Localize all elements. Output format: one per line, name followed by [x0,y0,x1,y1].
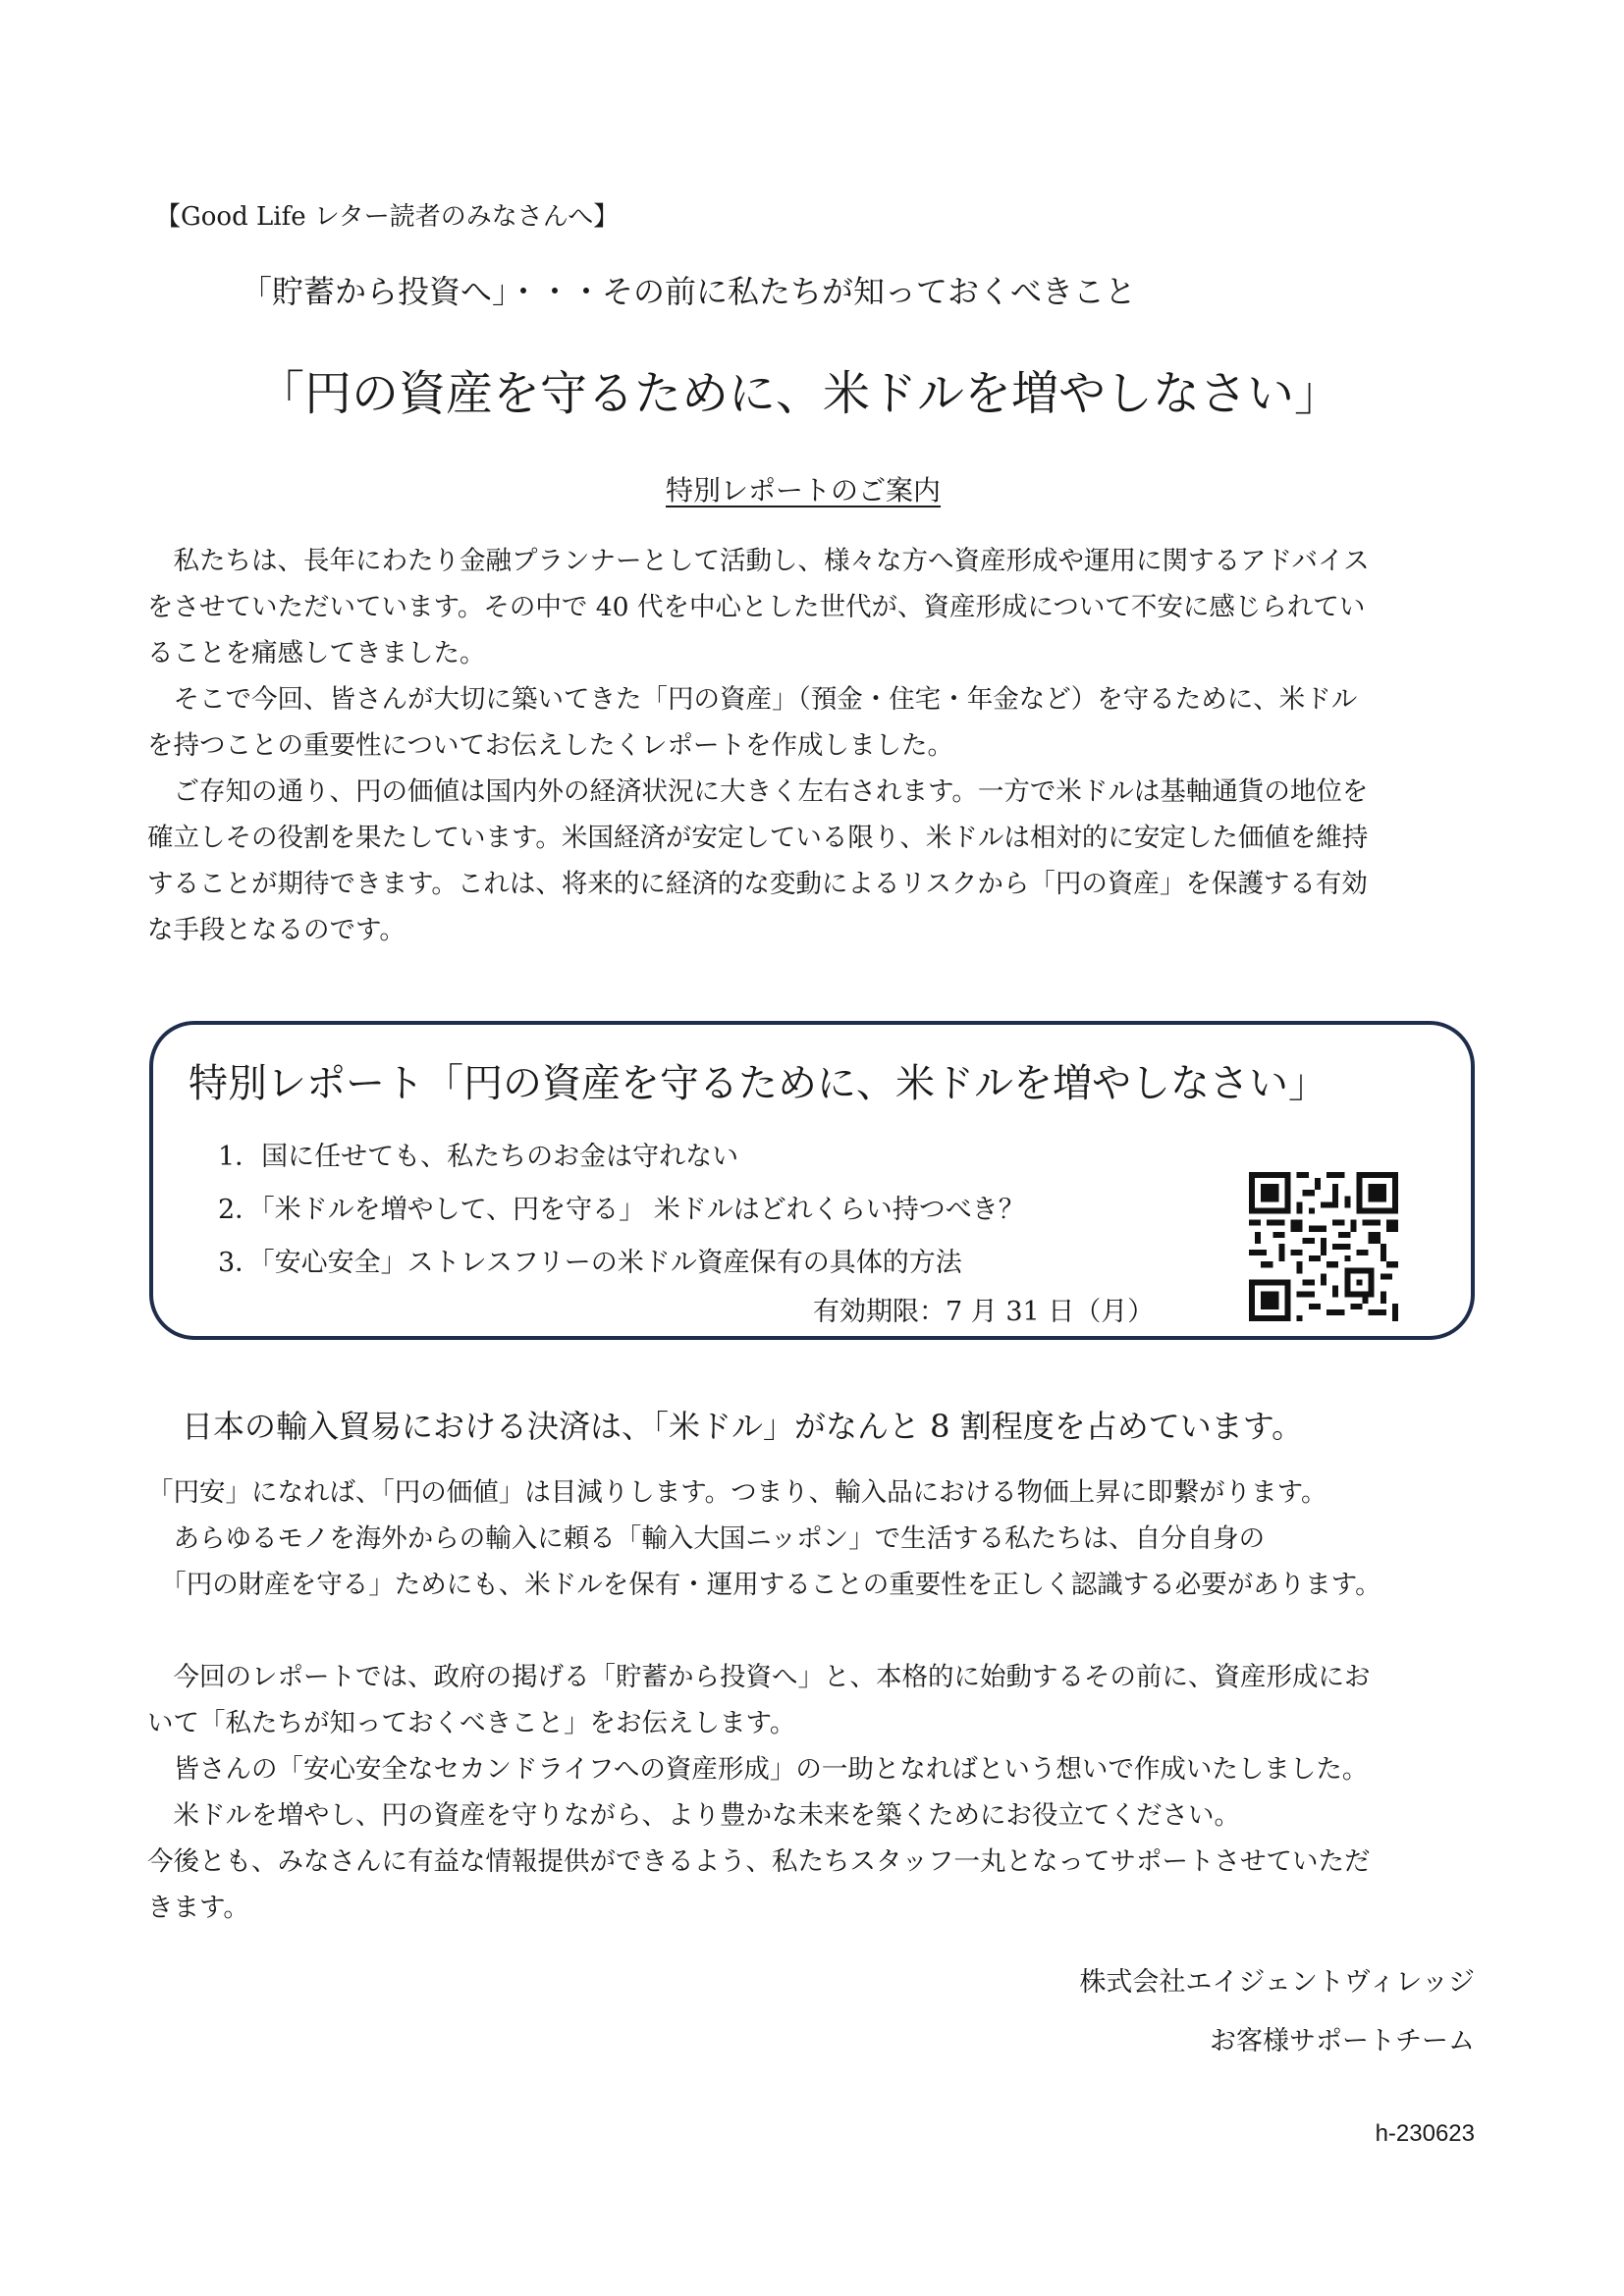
paragraph-spacer [147,1608,1483,1654]
closing-line: 今回のレポートでは、政府の掲げる「貯蓄から投資へ」と、本格的に始動するその前に、資産形成にお [147,1662,1371,1692]
intro-line: することが期待できます。これは、将来的に経済的な変動によるリスクから「円の資産」を保護する有効 [147,869,1368,899]
trade-line: 「円安」になれば、「円の価値」は目減りします。つまり、輸入品における物価上昇に即繋がります。 [147,1477,1327,1508]
report-item: 1．国に任せても、私たちのお金は守れない [218,1142,739,1172]
body-paragraphs [147,1469,1483,1931]
deadline-text: 有効期限：7 月 31 日（月） [813,1297,1155,1327]
intro-line: を持つことの重要性についてお伝えしたくレポートを作成しました。 [147,730,953,761]
closing-line: いて「私たちが知っておくべきこと」をお伝えします。 [147,1708,796,1738]
intro-line: な手段となるのです。 [147,915,406,945]
trade-heading: 日本の輸入貿易における決済は、「米ドル」がなんと 8 割程度を占めています。 [182,1408,1304,1445]
report-item: 2．「米ドルを増やして、円を守る」 米ドルはどれくらい持つべき？ [218,1195,1025,1225]
trade-line: あらゆるモノを海外からの輸入に頼る「輸入大国ニッポン」で生活する私たちは、自分自身の [147,1523,1266,1554]
document-code: h-230623 [1375,2120,1475,2147]
closing-line: 今後とも、みなさんに有益な情報提供ができるよう、私たちスタッフ一丸となってサポートさせていただ [147,1846,1371,1877]
closing-line: 皆さんの「安心安全なセカンドライフへの資産形成」の一助となればという想いで作成いたしました。 [147,1754,1369,1785]
report-box-title: 特別レポート「円の資産を守るために、米ドルを増やしなさい」 [189,1061,1327,1106]
intro-line: ご存知の通り、円の価値は国内外の経済状況に大きく左右されます。一方で米ドルは基軸通貨の地位を [147,776,1369,807]
closing-line: きます。 [147,1893,249,1923]
intro-line: 確立しその役割を果たしています。米国経済が安定している限り、米ドルは相対的に安定した価値を維持 [147,823,1369,853]
signature-block [1079,1953,1475,2071]
report-heading: 特別レポートのご案内 [666,474,942,507]
report-box [149,1021,1475,1340]
team-name: お客様サポートチーム [1210,2026,1475,2056]
trade-line: 「円の財産を守る」ためにも、米ドルを保有・運用することの重要性を正しく認識する必要があります。 [147,1570,1381,1600]
subtitle: 「貯蓄から投資へ」・・・その前に私たちが知っておくべきこと [241,273,1137,310]
intro-line: をさせていただいています。その中で 40 代を中心とした世代が、資産形成について不安に感じられてい [147,592,1366,622]
intro-line: 私たちは、長年にわたり金融プランナーとして活動し、様々な方へ資産形成や運用に関するアドバイス [147,546,1370,576]
report-item: 3．「安心安全」ストレスフリーの米ドル資産保有の具体的方法 [218,1248,962,1278]
intro-line: そこで今回、皆さんが大切に築いてきた「円の資産」（預金・住宅・年金など）を守るために、米ドル [147,684,1358,715]
page-title: 「円の資産を守るために、米ドルを増やしなさい」 [257,366,1342,421]
qr-code-icon[interactable] [1249,1172,1398,1321]
greeting-line: 【Good Life レター読者のみなさんへ】 [155,202,620,232]
company-name: 株式会社エイジェントヴィレッジ [1079,1967,1475,1998]
intro-line: ることを痛感してきました。 [147,638,486,668]
intro-paragraph [147,538,1483,953]
closing-line: 米ドルを増やし、円の資産を守りながら、より豊かな未来を築くためにお役立てください。 [147,1800,1240,1831]
